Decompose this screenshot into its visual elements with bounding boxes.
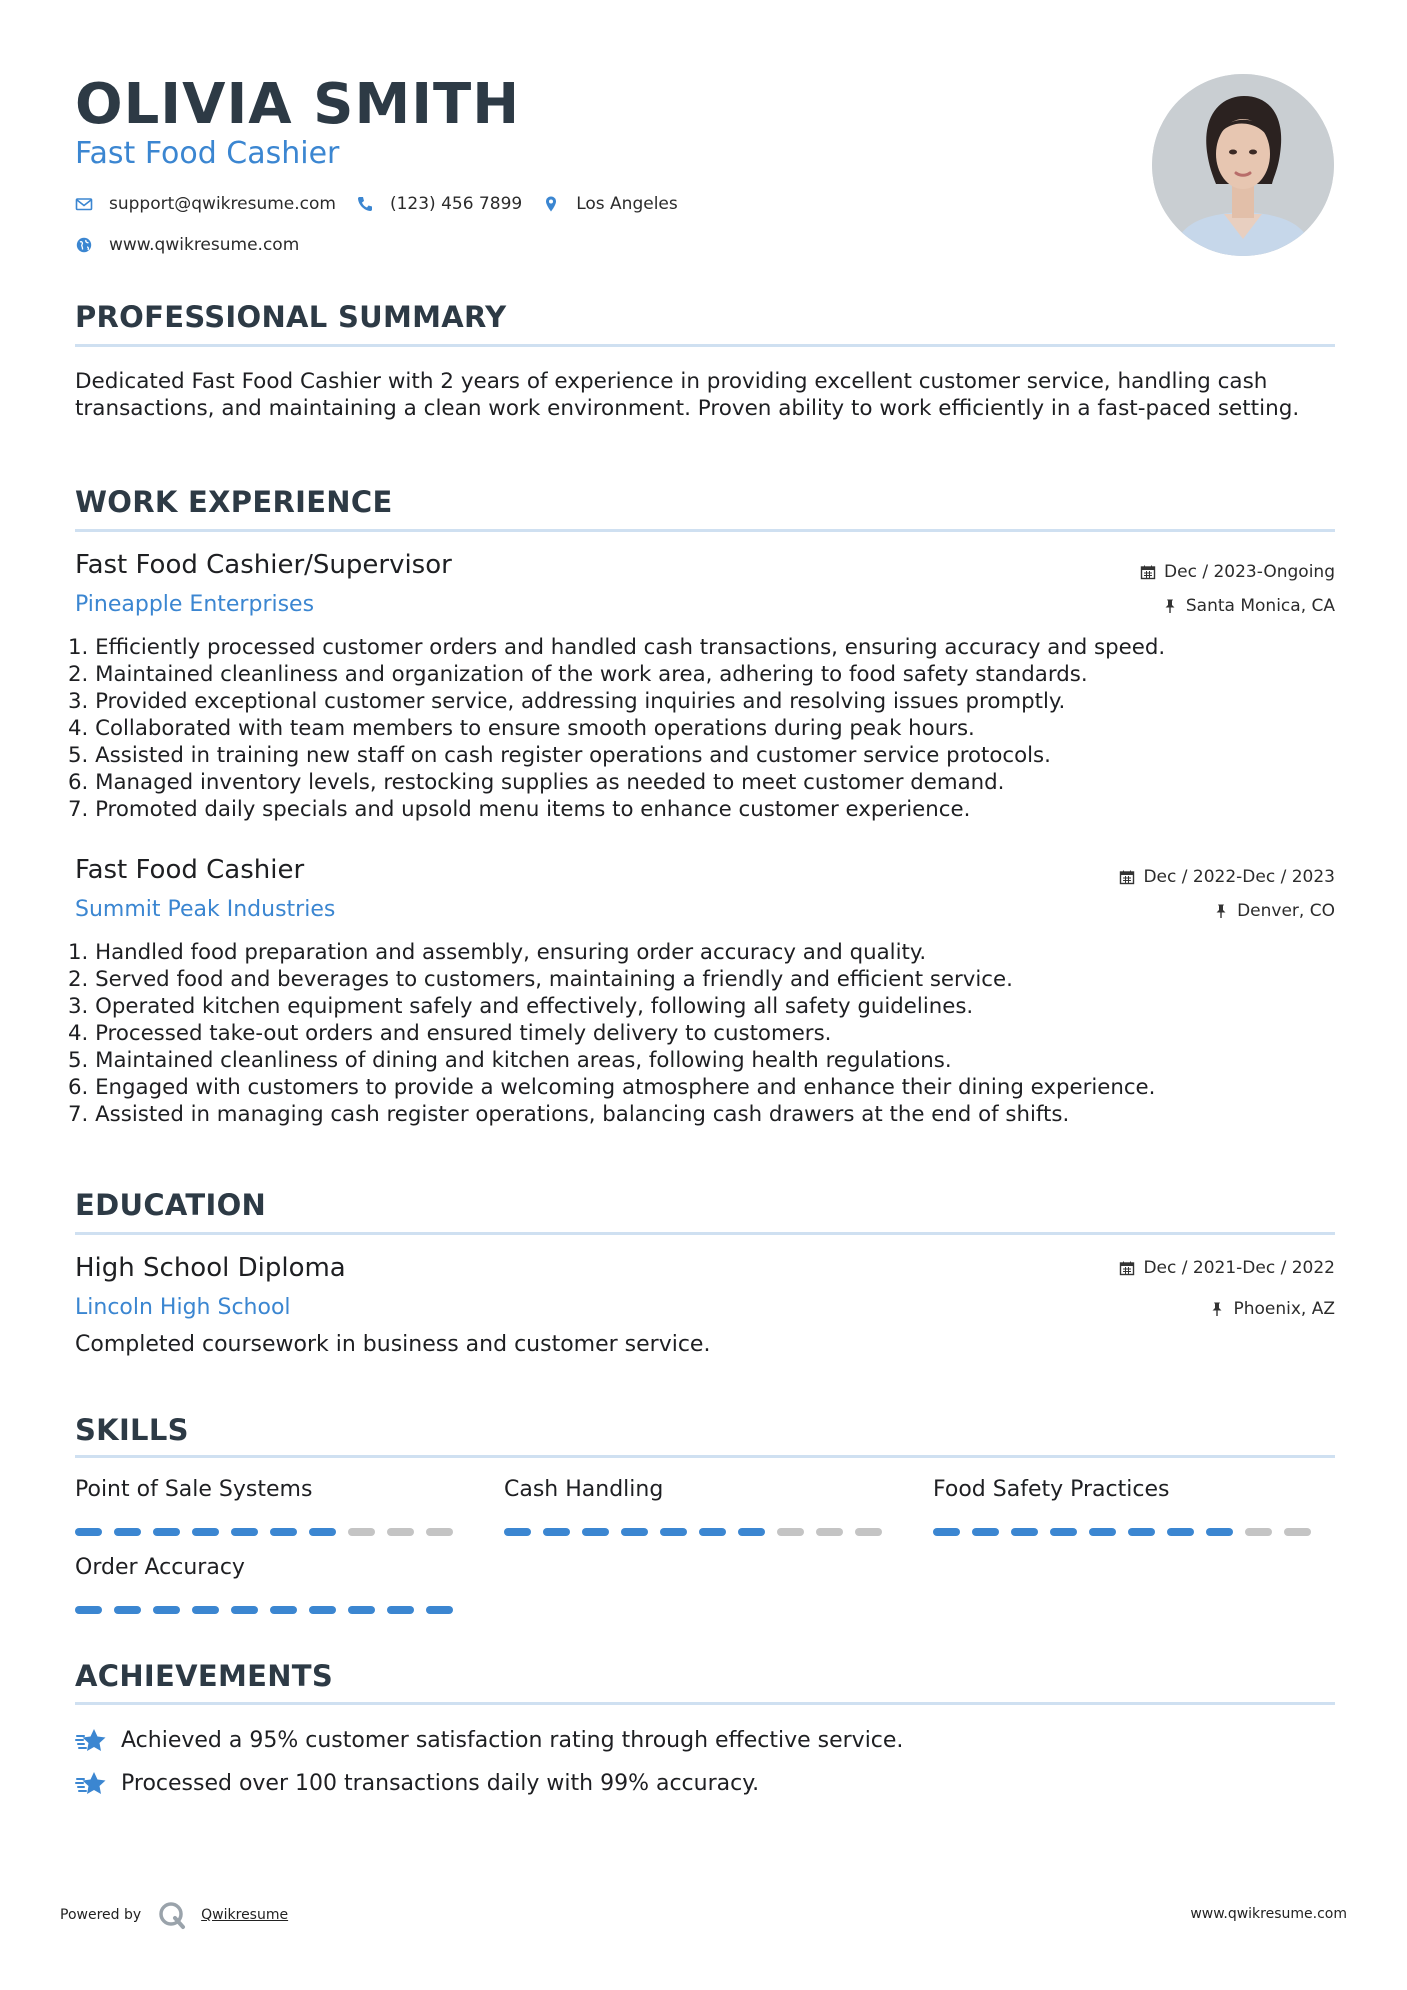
skill-name: Order Accuracy bbox=[75, 1555, 245, 1580]
achievement-item bbox=[75, 1724, 903, 1756]
candidate-name: OLIVIA SMITH bbox=[75, 72, 521, 137]
skill-segment-filled bbox=[1011, 1528, 1038, 1536]
skill-segment-filled bbox=[114, 1606, 141, 1614]
list-item: 6. Engaged with customers to provide a welcoming atmosphere and enhance their dining experience. bbox=[68, 1075, 1156, 1100]
job-date-text: Dec / 2022-Dec / 2023 bbox=[1143, 867, 1335, 887]
skill-segment-filled bbox=[1128, 1528, 1155, 1536]
achievement-item bbox=[75, 1767, 759, 1799]
job-location bbox=[1213, 901, 1335, 921]
skill-segment-filled bbox=[972, 1528, 999, 1536]
globe-icon bbox=[75, 236, 93, 254]
list-item: 5. Maintained cleanliness of dining and kitchen areas, following health regulations. bbox=[68, 1048, 952, 1073]
location-text: Los Angeles bbox=[576, 194, 678, 214]
avatar bbox=[1152, 74, 1334, 256]
qwikresume-logo-icon bbox=[157, 1900, 187, 1930]
achievements-heading: ACHIEVEMENTS bbox=[75, 1659, 334, 1693]
phone-icon bbox=[356, 195, 374, 213]
qwikresume-link[interactable]: Qwikresume bbox=[201, 1907, 289, 1923]
skill-segment-filled bbox=[153, 1528, 180, 1536]
footer-powered-by bbox=[60, 1900, 288, 1930]
education-divider bbox=[75, 1232, 1335, 1235]
education-date bbox=[1119, 1258, 1335, 1278]
achievement-text: Processed over 100 transactions daily with 99% accuracy. bbox=[121, 1770, 760, 1796]
skill-segment-filled bbox=[75, 1606, 102, 1614]
pushpin-icon bbox=[1213, 903, 1229, 919]
list-item: 7. Assisted in managing cash register operations, balancing cash drawers at the end of shifts. bbox=[68, 1102, 1070, 1127]
list-item: 1. Efficiently processed customer orders and handled cash transactions, ensuring accuracy and speed. bbox=[68, 635, 1166, 660]
list-item: 2. Maintained cleanliness and organization of the work area, adhering to food safety standards. bbox=[68, 662, 1088, 687]
list-item: 7. Promoted daily specials and upsold menu items to enhance customer experience. bbox=[68, 797, 971, 822]
skill-segment-empty bbox=[387, 1528, 414, 1536]
skill-segment-filled bbox=[192, 1606, 219, 1614]
skill-segment-empty bbox=[816, 1528, 843, 1536]
skill-segment-filled bbox=[114, 1528, 141, 1536]
job-company: Summit Peak Industries bbox=[75, 897, 336, 922]
job-duties-list bbox=[68, 634, 1336, 823]
job-date bbox=[1119, 867, 1335, 887]
job-title: Fast Food Cashier bbox=[75, 855, 305, 885]
education-location bbox=[1209, 1299, 1335, 1319]
list-item: 4. Processed take-out orders and ensured timely delivery to customers. bbox=[68, 1021, 832, 1046]
skill-name: Point of Sale Systems bbox=[75, 1477, 313, 1502]
calendar-icon bbox=[1119, 1260, 1135, 1276]
contact-row-website bbox=[75, 235, 319, 255]
skill-segment-filled bbox=[231, 1528, 258, 1536]
experience-divider bbox=[75, 529, 1335, 532]
skill-segment-filled bbox=[1089, 1528, 1116, 1536]
skill-segment-filled bbox=[621, 1528, 648, 1536]
calendar-icon bbox=[1140, 564, 1156, 580]
skill-segment-filled bbox=[582, 1528, 609, 1536]
skill-segment-filled bbox=[309, 1528, 336, 1536]
skill-segment-filled bbox=[738, 1528, 765, 1536]
list-item: 3. Provided exceptional customer service, addressing inquiries and resolving issues promptly. bbox=[68, 689, 1066, 714]
envelope-icon bbox=[75, 195, 93, 213]
skill-segment-filled bbox=[543, 1528, 570, 1536]
job-location bbox=[1162, 596, 1335, 616]
list-item: 3. Operated kitchen equipment safely and effectively, following all safety guidelines. bbox=[68, 994, 974, 1019]
skill-segment-empty bbox=[348, 1528, 375, 1536]
skill-segment-filled bbox=[348, 1606, 375, 1614]
list-item: 4. Collaborated with team members to ensure smooth operations during peak hours. bbox=[68, 716, 975, 741]
skill-segment-filled bbox=[1206, 1528, 1233, 1536]
powered-by-label: Powered by bbox=[60, 1907, 142, 1923]
contact-phone[interactable] bbox=[356, 194, 522, 214]
email-text: support@qwikresume.com bbox=[109, 194, 336, 214]
experience-heading: WORK EXPERIENCE bbox=[75, 485, 393, 519]
skill-segment-empty bbox=[426, 1528, 453, 1536]
education-date-text: Dec / 2021-Dec / 2022 bbox=[1143, 1258, 1335, 1278]
skill-segment-filled bbox=[426, 1606, 453, 1614]
skill-rating-bar bbox=[75, 1528, 453, 1536]
phone-text: (123) 456 7899 bbox=[389, 194, 523, 214]
summary-text: Dedicated Fast Food Cashier with 2 years of experience in providing excellent customer service, handling cash transactions, and maintaining a clean work environment. Proven ability to work efficiently in a fast-paced setting. bbox=[75, 369, 1300, 421]
achievements-divider bbox=[75, 1702, 1335, 1705]
skill-segment-filled bbox=[504, 1528, 531, 1536]
skill-rating-bar bbox=[75, 1606, 453, 1614]
achievement-text: Achieved a 95% customer satisfaction rating through effective service. bbox=[121, 1727, 904, 1753]
skills-heading: SKILLS bbox=[75, 1413, 189, 1447]
summary-divider bbox=[75, 344, 1335, 347]
skill-segment-empty bbox=[855, 1528, 882, 1536]
skill-rating-bar bbox=[504, 1528, 882, 1536]
education-description: Completed coursework in business and customer service. bbox=[75, 1332, 711, 1357]
shooting-star-icon bbox=[75, 1767, 107, 1799]
skill-segment-filled bbox=[192, 1528, 219, 1536]
list-item: 2. Served food and beverages to customers, maintaining a friendly and efficient service. bbox=[68, 967, 1013, 992]
skill-segment-empty bbox=[1245, 1528, 1272, 1536]
job-date bbox=[1140, 562, 1335, 582]
job-date-text: Dec / 2023-Ongoing bbox=[1164, 562, 1335, 582]
skills-divider bbox=[75, 1455, 1335, 1458]
website-text: www.qwikresume.com bbox=[109, 235, 300, 255]
skill-segment-filled bbox=[75, 1528, 102, 1536]
skill-segment-empty bbox=[777, 1528, 804, 1536]
contact-row bbox=[75, 194, 698, 214]
skill-segment-filled bbox=[1167, 1528, 1194, 1536]
pushpin-icon bbox=[1162, 598, 1178, 614]
skill-name: Food Safety Practices bbox=[933, 1477, 1170, 1502]
calendar-icon bbox=[1119, 869, 1135, 885]
skill-segment-filled bbox=[699, 1528, 726, 1536]
education-heading: EDUCATION bbox=[75, 1188, 267, 1222]
shooting-star-icon bbox=[75, 1724, 107, 1756]
footer-website-link[interactable]: www.qwikresume.com bbox=[1190, 1906, 1347, 1922]
skill-segment-filled bbox=[270, 1528, 297, 1536]
degree-title: High School Diploma bbox=[75, 1253, 346, 1283]
job-location-text: Denver, CO bbox=[1237, 901, 1335, 921]
skill-name: Cash Handling bbox=[504, 1477, 664, 1502]
list-item: 1. Handled food preparation and assembly, ensuring order accuracy and quality. bbox=[68, 940, 927, 965]
list-item: 6. Managed inventory levels, restocking supplies as needed to meet customer demand. bbox=[68, 770, 1005, 795]
contact-email[interactable] bbox=[75, 194, 336, 214]
candidate-role: Fast Food Cashier bbox=[75, 136, 340, 171]
school-name: Lincoln High School bbox=[75, 1295, 291, 1320]
skill-segment-filled bbox=[231, 1606, 258, 1614]
map-pin-icon bbox=[542, 195, 560, 213]
skill-rating-bar bbox=[933, 1528, 1311, 1536]
skill-segment-filled bbox=[309, 1606, 336, 1614]
job-company: Pineapple Enterprises bbox=[75, 592, 315, 617]
job-duties-list bbox=[68, 939, 1336, 1128]
skill-segment-empty bbox=[1284, 1528, 1311, 1536]
skill-segment-filled bbox=[933, 1528, 960, 1536]
summary-heading: PROFESSIONAL SUMMARY bbox=[75, 300, 507, 334]
list-item: 5. Assisted in training new staff on cash register operations and customer service protocols. bbox=[68, 743, 1051, 768]
job-location-text: Santa Monica, CA bbox=[1185, 596, 1335, 616]
skill-segment-filled bbox=[153, 1606, 180, 1614]
pushpin-icon bbox=[1209, 1301, 1225, 1317]
skill-segment-filled bbox=[387, 1606, 414, 1614]
skill-segment-filled bbox=[1050, 1528, 1077, 1536]
skill-segment-filled bbox=[270, 1606, 297, 1614]
contact-location bbox=[542, 194, 678, 214]
job-title: Fast Food Cashier/Supervisor bbox=[75, 550, 452, 580]
contact-website[interactable] bbox=[75, 235, 299, 255]
portrait-photo bbox=[1152, 74, 1334, 256]
skill-segment-filled bbox=[660, 1528, 687, 1536]
education-location-text: Phoenix, AZ bbox=[1233, 1299, 1335, 1319]
